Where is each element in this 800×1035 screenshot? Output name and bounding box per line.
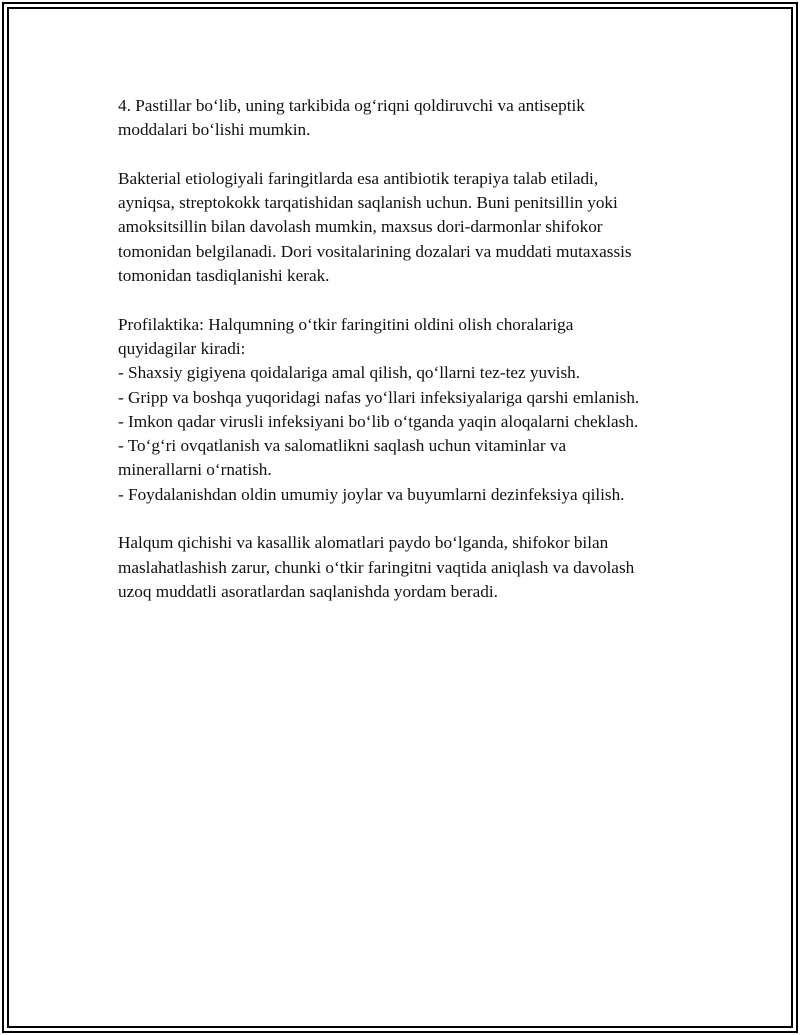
paragraph-prophylaxis: Profilaktika: Halqumning o‘tkir faringitini oldini olish choralariga quyidagilar kiradi: - Shaxsiy gigiyena qoidalariga amal qilish, qo‘llarni tez-tez yuvish. - Gripp va boshqa yuqoridagi nafas yo‘llari infeksiyalariga qarshi emlanish. - Imkon qadar virusli infeksiyani bo‘lib o‘tganda yaqin aloqalarni cheklash. - To‘g‘ri ovqatlanish va salomatlikni saqlash uchun vitaminlar va minerallarni o‘rnatish. - Foydalanishdan oldin umumiy joylar va buyumlarni dezinfeksiya qilish.	[118, 314, 640, 504]
paragraph-pastillar: 4. Pastillar bo‘lib, uning tarkibida og‘riqni qoldiruvchi va antiseptik moddalari bo‘lishi mumkin.	[118, 96, 585, 140]
paragraph-conclusion: Halqum qichishi va kasallik alomatlari paydo bo‘lganda, shifokor bilan maslahatlashish zarur, chunki o‘tkir faringitni vaqtida aniqlash va davolash uzoq muddatli asoratlardan saqlanishda yordam beradi.	[118, 533, 635, 601]
paragraph-bacterial-treatment: Bakterial etiologiyali faringitlarda esa antibiotik terapiya talab etiladi, ayniqsa, streptokokk tarqatishidan saqlanish uchun. Buni penitsillin yoki amoksitsillin bilan davolash mumkin, maxsus dori-darmonlar shifokor tomonidan belgilanadi. Dori vositalarining dozalari va muddati mutaxassis tomonidan tasdiqlanishi kerak.	[118, 168, 632, 286]
document-body	[118, 94, 688, 629]
